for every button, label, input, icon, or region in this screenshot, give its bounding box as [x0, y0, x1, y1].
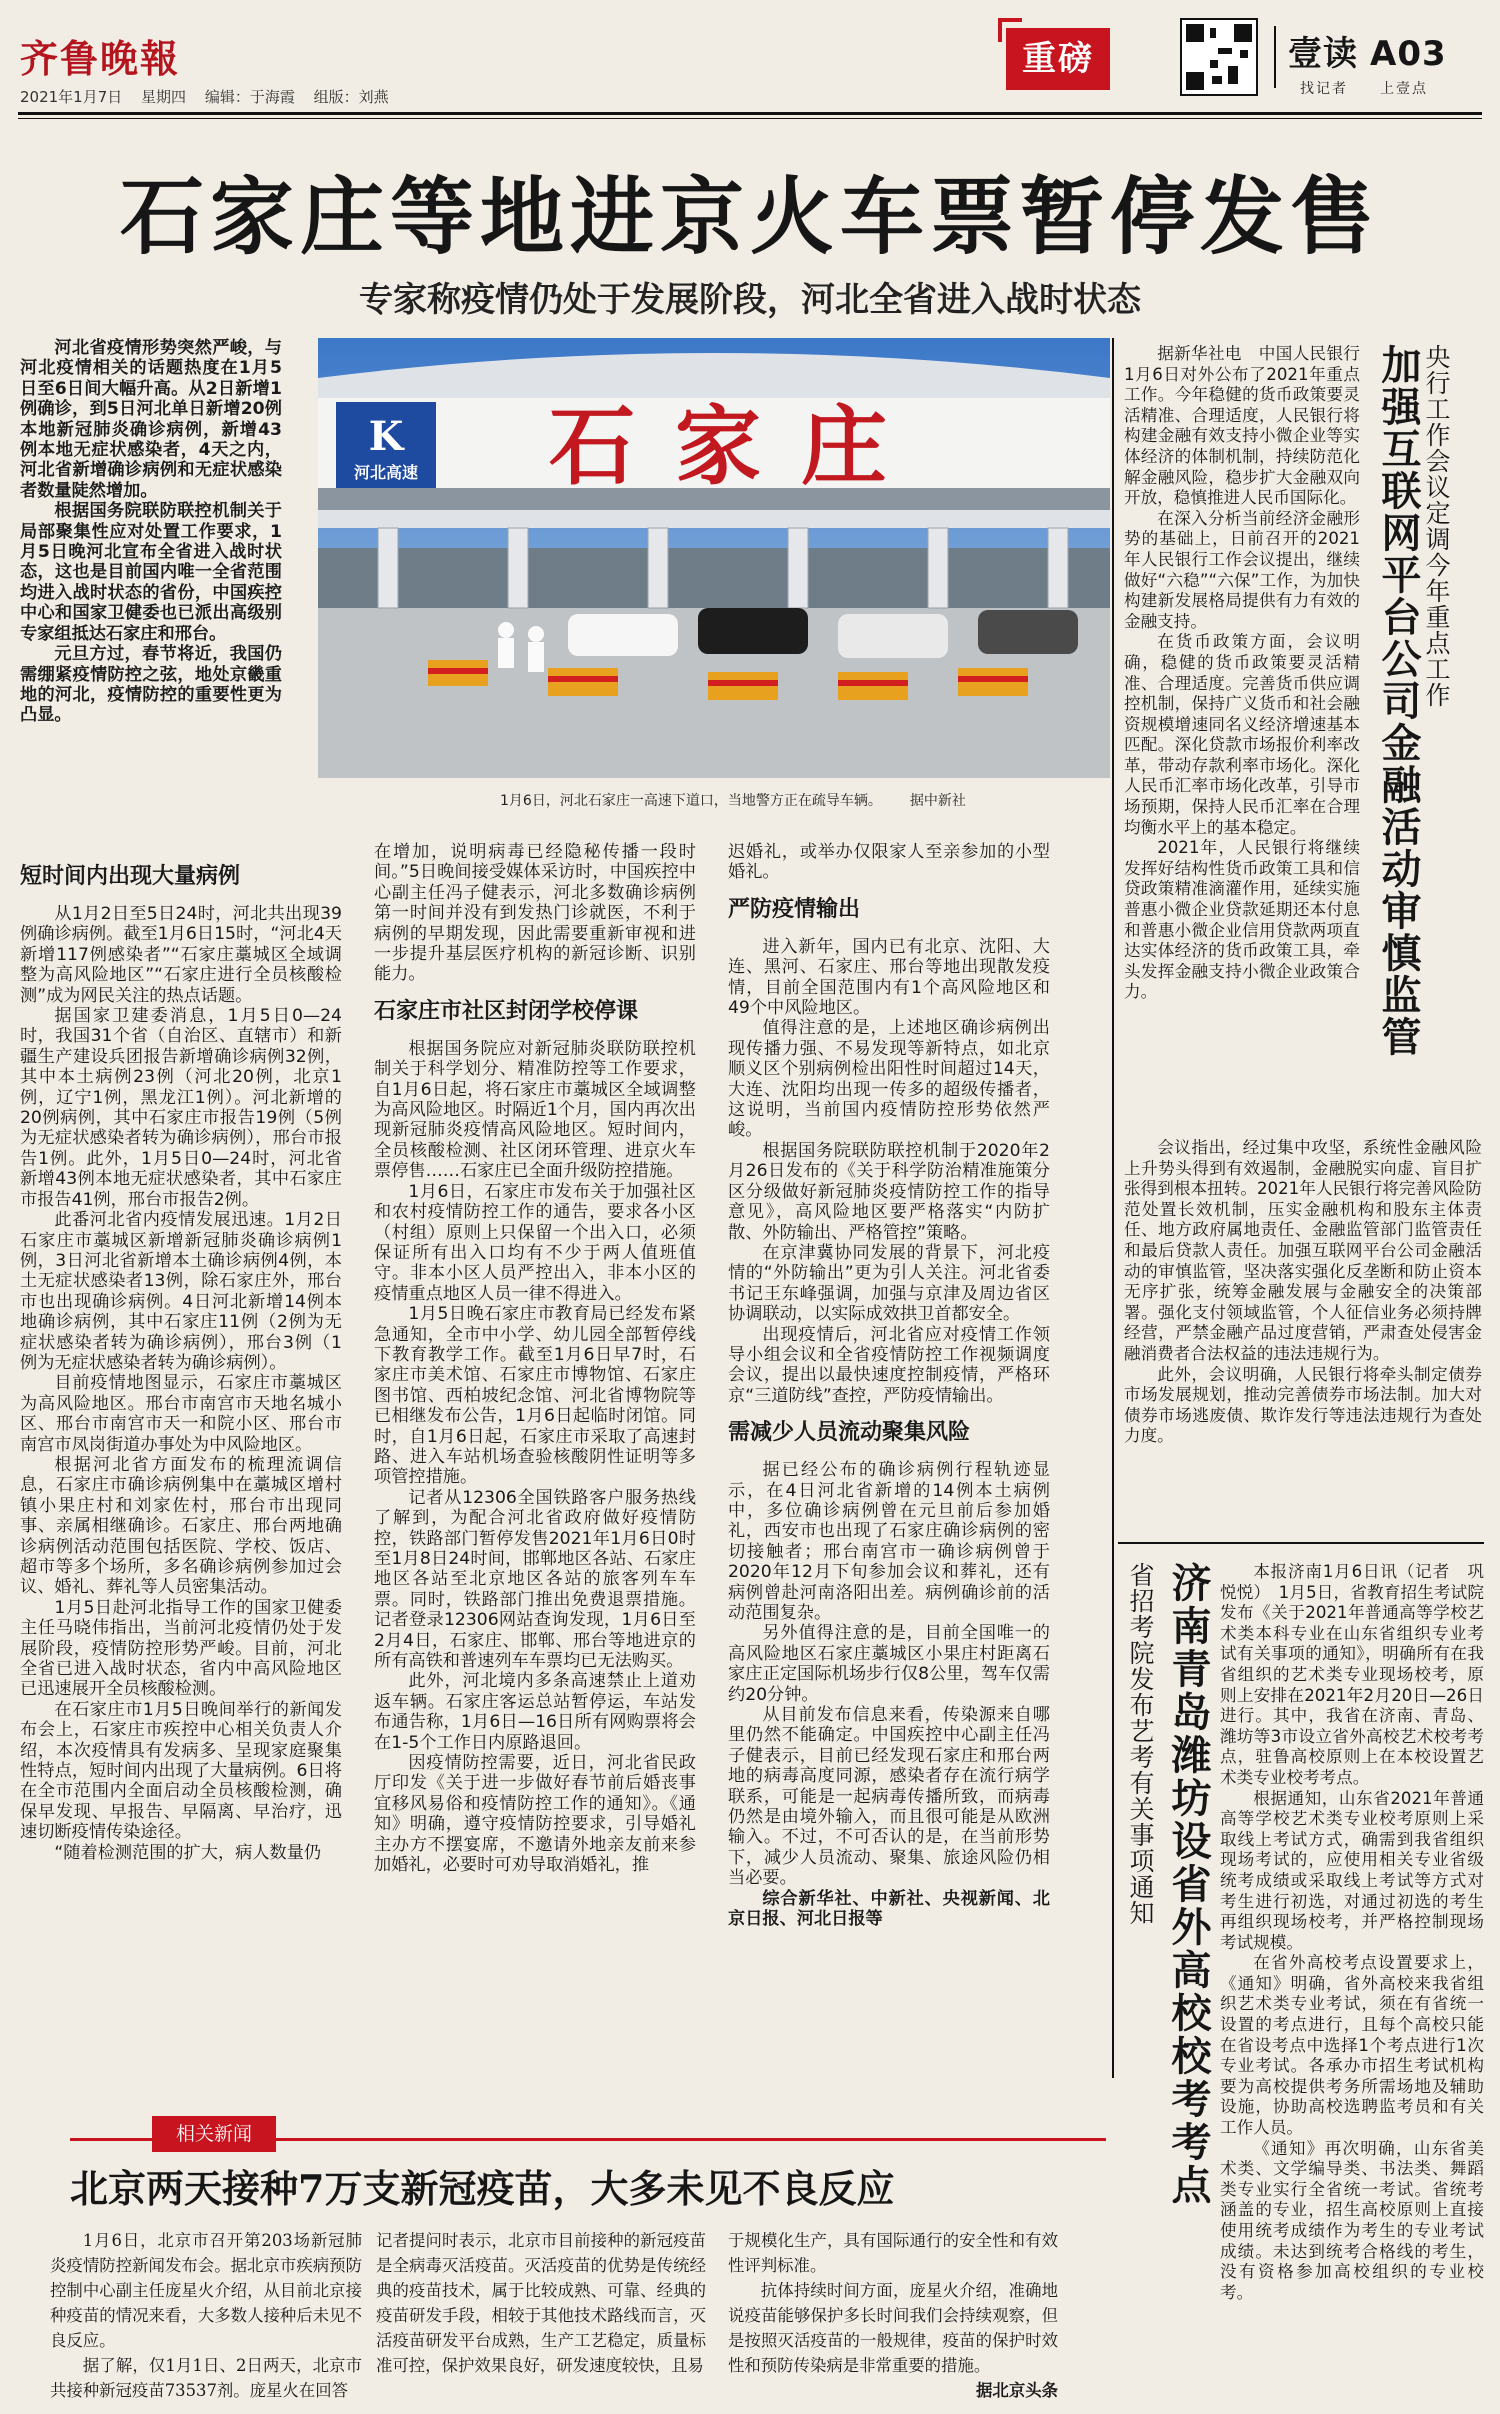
body-paragraph: 出现疫情后，河北省应对疫情工作领导小组会议和全省疫情防控工作视频调度会议，提出以最快速度控制疫情，严格环京“三道防线”查控，严防疫情输出。: [728, 1324, 1050, 1406]
slogan-left: 找记者: [1300, 81, 1348, 97]
side-story-2-column: [1220, 1562, 1484, 2303]
lead-column: [20, 338, 282, 726]
toll-gate-illustration: [318, 338, 1110, 778]
body-paragraph: 会议指出，经过集中攻坚，系统性金融风险上升势头得到有效遏制，金融脱实向虚、盲目扩张得到根本扭转。2021年人民银行将完善风险防范处置长效机制，压实金融机构和股东主体责任、地方政府属地责任、金融监管部门监管责任和最后贷款人责任。加强互联网平台公司金融活动的审慎监管，坚决落实强化反垄断和防止资本无序扩张，统筹金融发展与金融安全的决策部署。强化支付领域监管，个人征信业务必须持牌经营，严禁金融产品过度营销，严肃查处侵害金融消费者合法权益的违法违规行为。: [1124, 1138, 1482, 1363]
body-paragraph: 目前疫情地图显示，石家庄市藁城区为高风险地区。邢台市南宫市天地名城小区、邢台市南宫市天一和院小区、邢台市南宫市凤岗街道办事处为中风险地区。: [20, 1373, 342, 1455]
body-paragraph: 因疫情防控需要，近日，河北省民政厅印发《关于进一步做好春节前后婚丧事宜移风易俗和疫情防控工作的通知》。《通知》明确，遵守疫情防控要求，引导婚礼主办方不摆宴席，不邀请外地亲友前来参加婚礼，必要时可劝导取消婚礼，推: [374, 1753, 696, 1876]
page-number: A03: [1370, 34, 1447, 74]
body-paragraph: 值得注意的是，上述地区确诊病例出现传播力强、不易发现等新特点，如北京顺义区个别病例检出阳性时间超过14天，大连、沈阳均出现一传多的超级传播者，这说明，当前国内疫情防控形势依然严峻。: [728, 1018, 1050, 1141]
news-photo: [318, 338, 1110, 778]
lead-paragraph: 河北省疫情形势突然严峻，与河北疫情相关的话题热度在1月5日至6日间大幅升高。从2日新增1例确诊，到5日河北单日新增20例本地新冠肺炎确诊病例，新增43例本地无症状感染者，4天之内，河北省新增确诊病例和无症状感染者数量陡然增加。: [20, 338, 282, 501]
photo-caption: [500, 790, 1060, 810]
body-paragraph: 1月6日，北京市召开第203场新冠肺炎疫情防控新闻发布会。据北京市疾病预防控制中心副主任庞星火介绍，从目前北京接种疫苗的情况来看，大多数人接种后未见不良反应。: [50, 2231, 362, 2350]
lead-paragraph: 根据国务院联防联控机制关于局部聚集性应对处置工作要求，1月5日晚河北宣布全省进入战时状态，这也是目前国内唯一全省范围均进入战时状态的省份，中国疾控中心和国家卫健委也已派出高级别专家组抵达石家庄和邢台。: [20, 501, 282, 644]
section-heading: 需减少人员流动聚集风险: [728, 1420, 971, 1446]
issue-weekday: 星期四: [141, 88, 187, 106]
side-story-column: [1124, 344, 1360, 1003]
body-paragraph: 此外，会议明确，人民银行将牵头制定债券市场发展规划，推动完善债券市场法制。加大对债券市场逃废债、欺诈发行等违法违规行为查处力度。: [1124, 1364, 1482, 1446]
page-slogan: [1300, 78, 1460, 98]
body-paragraph: 抗体持续时间方面，庞星火介绍，准确地说疫苗能够保护多长时间我们会持续观察，但是按照灭活疫苗的一般规律，疫苗的保护时效性和预防传染病是非常重要的措施。: [728, 2281, 1058, 2375]
related-column-3: [728, 2228, 1058, 2403]
body-paragraph: 此外，河北境内多条高速禁止上道劝返车辆。石家庄客运总站暂停运，车站发布通告称，1月6日—16日所有网购票将会在1-5个工作日内原路退回。: [374, 1671, 696, 1753]
editor-credit: 编辑：于海霞: [204, 88, 295, 106]
header-rule-thin: [18, 118, 1482, 119]
body-paragraph: 在京津冀协同发展的背景下，河北疫情的“外防输出”更为引人关注。河北省委书记王东峰强调，加强与京津及周边省区协调联动，以实际成效拱卫首都安全。: [728, 1242, 1050, 1325]
dateline: [20, 86, 403, 107]
column-divider: [1112, 338, 1114, 2078]
related-headline: 北京两天接种7万支新冠疫苗，大多未见不良反应: [70, 2166, 895, 2211]
body-paragraph: 2021年，人民银行将继续发挥好结构性货币政策工具和信贷政策精准滴灌作用，延续实施普惠小微企业贷款延期还本付息和普惠小微企业信用贷款两项直达实体经济的货币政策工具，牵头发挥金融支持小微企业政策合力。: [1124, 838, 1360, 1002]
body-paragraph: 据国家卫建委消息，1月5日0—24时，我国31个省（自治区、直辖市）和新疆生产建设兵团报告新增确诊病例32例，其中本土病例23例（河北20例，北京1例，辽宁1例，黑龙江1例）。河北新增的20例病例，其中石家庄市报告19例（5例为无症状感染者转为确诊病例），邢台市报告1例。此外，1月5日0—24时，河北省新增43例本地无症状感染者，其中石家庄市报告41例，邢台市报告2例。: [20, 1006, 342, 1210]
caption-credit: 据中新社: [909, 793, 966, 809]
body-paragraph: 根据国务院联防联控机制于2020年2月26日发布的《关于科学防治精准施策分区分级做好新冠肺炎疫情防控工作的指导意见》，高风险地区要严格落实“内防扩散、外防输出、严格管控”策略。: [728, 1140, 1050, 1243]
source-credit: 据北京头条: [976, 2381, 1058, 2400]
body-paragraph: 于规模化生产，具有国际通行的安全性和有效性评判标准。: [728, 2231, 1058, 2275]
body-paragraph: 在省外高校考点设置要求上，《通知》明确，省外高校来我省组织艺术类专业考试，须在有省统一设置的考点进行，且每个高校只能在省设考点中选择1个考点进行1次专业考试。各承办市招生考试机构要为高校提供考务所需场地及辅助设施，协助高校选聘监考员和有关工作人员。: [1220, 1953, 1484, 2138]
article-column-1: [20, 850, 342, 1863]
side-story-title: 加强互联网平台公司金融活动审慎监管: [1375, 344, 1422, 1058]
page-name: 壹读: [1288, 34, 1358, 74]
body-paragraph: 据新华社电 中国人民银行1月6日对外公布了2021年重点工作。今年稳健的货币政策要灵活精准、合理适度，人民银行将构建金融有效支持小微企业等实体经济的体制机制，持续防范化解金融风险，稳步扩大金融双向开放，稳慎推进人民币国际化。: [1124, 344, 1360, 508]
body-paragraph: 在增加，说明病毒已经隐秘传播一段时间。”5日晚间接受媒体采访时，中国疾控中心副主任冯子健表示，河北多数确诊病例第一时间并没有到发热门诊就医，不利于病例的早期发现，因此需要重新审视和进一步提升基层医疗机构的新冠诊断、识别能力。: [374, 842, 696, 985]
body-paragraph: 从1月2日至5日24时，河北共出现39例确诊病例。截至1月6日15时，“河北4天新增117例感染者”“石家庄藁城区全域调整为高风险地区”“石家庄进行全员核酸检测”成为网民关注的热点话题。: [20, 904, 342, 1006]
body-paragraph: 从目前发布信息来看，传染源来自哪里仍然不能确定。中国疾控中心副主任冯子健表示，目前已经发现石家庄和邢台两地的病毒高度同源，感染者存在流行病学联系，可能是一起病毒传播所致，而病毒仍然是由境外输入，而且很可能是从欧洲输入。不过，不可否认的是，在当前形势下，减少人员流动、聚集、旅途风险仍相当必要。: [728, 1705, 1050, 1889]
body-paragraph: 据了解，仅1月1日、2日两天，北京市共接种新冠疫苗73537剂。庞星火在回答: [50, 2356, 362, 2400]
issue-date: 2021年1月7日: [20, 88, 123, 106]
caption-text: 1月6日，河北石家庄一高速下道口，当地警方正在疏导车辆。: [500, 793, 882, 809]
body-paragraph: 根据通知，山东省2021年普通高等学校艺术类专业校考原则上采取线上考试方式，确需到我省组织现场考试的，应使用相关专业省级统考成绩或采取线上考试等方式对考生进行初选，对通过初选的考生再组织现场校考，并严格控制现场考试规模。: [1220, 1788, 1484, 1952]
section-tag: 重磅: [1006, 28, 1110, 90]
header-rule: [18, 112, 1482, 115]
body-paragraph: 此番河北省内疫情发展迅速。1月2日石家庄市藁城区新增新冠肺炎确诊病例1例，3日河北省新增本土确诊病例4例，本土无症状感染者13例，除石家庄外，邢台市也出现确诊病例。4日河北新增14例本地确诊病例，其中石家庄11例（2例为无症状感染者转为确诊病例），邢台3例（1例为无症状感染者转为确诊病例）。: [20, 1210, 342, 1373]
main-headline: 石家庄等地进京火车票暂停发售: [119, 167, 1380, 266]
lead-paragraph: 元旦方过，春节将近，我国仍需绷紧疫情防控之弦，地处京畿重地的河北，疫情防控的重要性更为凸显。: [20, 644, 282, 726]
related-news-tag: 相关新闻: [152, 2116, 276, 2152]
body-paragraph: 1月5日赴河北指导工作的国家卫健委主任马晓伟指出，当前河北疫情仍处于发展阶段，疫情防控形势严峻。目前，河北全省已进入战时状态，省内中高风险地区已迅速展开全员核酸检测。: [20, 1597, 342, 1700]
body-paragraph: 记者从12306全国铁路客户服务热线了解到，为配合河北省政府做好疫情防控，铁路部门暂停发售2021年1月6日0时至1月8日24时间，邯郸地区各站、石家庄地区各站至北京地区各站的旅客列车车票。同时，铁路部门推出免费退票措施。记者登录12306网站查询发现，1月6日至2月4日，石家庄、邯郸、邢台等地进京的所有高铁和普速列车车票均已无法购买。: [374, 1487, 696, 1672]
body-paragraph: 迟婚礼，或举办仅限家人至亲参加的小型婚礼。: [728, 842, 1050, 883]
photo-logo-text: 河北高速: [353, 463, 419, 482]
side-story-2-title: 济南青岛潍坊设省外高校校考考点: [1165, 1562, 1212, 2207]
body-paragraph: 《通知》再次明确，山东省美术类、文学编导类、书法类、舞蹈类专业实行全省统一考试。省统考涵盖的专业，招生高校原则上直接使用统考成绩作为考生的专业考试成绩。未达到统考合格线的考生，没有资格参加高校组织的专业校考。: [1220, 2138, 1484, 2302]
side-story-2-kicker: 省招考院发布艺考有关事项通知: [1126, 1562, 1155, 1926]
slogan-right: 上壹点: [1380, 81, 1428, 97]
photo-sign-text: 石家庄: [549, 396, 927, 497]
main-subhead: 专家称疫情仍处于发展阶段，河北全省进入战时状态: [359, 280, 1141, 320]
side-story-rule: [1118, 1542, 1484, 1544]
body-paragraph: 1月6日，石家庄市发布关于加强社区和农村疫情防控工作的通告，要求各小区（村组）原则上只保留一个出入口，必须保证所有出入口均有不少于两人值班值守。非本小区人员严控出入，非本小区的疫情重点地区人员一律不得进入。: [374, 1181, 696, 1304]
body-paragraph: 据已经公布的确诊病例行程轨迹显示，在4日河北省新增的14例本土病例中，多位确诊病例曾在元旦前后参加婚礼，西安市也出现了石家庄确诊病例的密切接触者；邢台南宫市一确诊病例曾于2020年12月下旬参加会议和葬礼，还有病例曾赴河南洛阳出差。病例确诊前的活动范围复杂。: [728, 1460, 1050, 1623]
body-paragraph: “随着检测范围的扩大，病人数量仍: [54, 1842, 322, 1863]
body-paragraph: 在货币政策方面，会议明确，稳健的货币政策要灵活精准、合理适度。完善货币供应调控机制，保持广义货币和社会融资规模增速同名义经济增速基本匹配。深化贷款市场报价利率改革，带动存款利率市场化。深化人民币汇率市场化改革，引导市场预期，保持人民币汇率在合理均衡水平上的基本稳定。: [1124, 632, 1360, 837]
article-column-3: [728, 842, 1050, 1930]
body-paragraph: 另外值得注意的是，目前全国唯一的高风险地区石家庄藁城区小果庄村距离石家庄正定国际机场步行仅8公里，驾车仅需约20分钟。: [728, 1623, 1050, 1705]
body-paragraph: 记者提问时表示，北京市目前接种的新冠疫苗是全病毒灭活疫苗。灭活疫苗的优势是传统经典的疫苗技术，属于比较成熟、可靠、经典的疫苗研发手段，相较于其他技术路线而言，灭活疫苗研发平台成熟，生产工艺稳定，质量标准可控，保护效果良好，研发速度较快，且易: [376, 2231, 706, 2375]
side-story-kicker: 央行工作会议定调今年重点工作: [1422, 344, 1451, 708]
svg-text:K: K: [368, 413, 404, 460]
related-column-2: [376, 2228, 706, 2378]
body-paragraph: 根据河北省方面发布的梳理流调信息，石家庄市确诊病例集中在藁城区增村镇小果庄村和刘家佐村，邢台市出现同事、亲属相继确诊。石家庄、邢台两地确诊病例活动范围包括医院、学校、饭店、超市等多个场所，多名确诊病例参加过会议、婚礼、葬礼等人员密集活动。: [20, 1454, 342, 1598]
masthead-logo: 齐鲁晚報: [20, 36, 181, 81]
article-column-2: [374, 842, 696, 1876]
related-column-1: [50, 2228, 362, 2403]
body-paragraph: 在石家庄市1月5日晚间举行的新闻发布会上，石家庄市疾控中心相关负责人介绍，本次疫情具有发病多、呈现家庭聚集性特点，短时间内出现了大量病例。6日将在全市范围内全面启动全员核酸检测，确保早发现、早报告、早隔离、早治疗，迅速切断疫情传染途径。: [20, 1699, 342, 1843]
page-label: [1288, 26, 1447, 75]
body-paragraph: 进入新年，国内已有北京、沈阳、大连、黑河、石家庄、邢台等地出现散发疫情，目前全国范围内有1个高风险地区和49个中风险地区。: [728, 936, 1050, 1019]
section-heading: 严防疫情输出: [728, 896, 861, 922]
body-paragraph: 1月5日晚石家庄市教育局已经发布紧急通知，全市中小学、幼儿园全部暂停线下教育教学工作。截至1月6日早7时，石家庄市美术馆、石家庄市博物馆、石家庄图书馆、西柏坡纪念馆、河北省博物院等已相继发布公告，1月6日起临时闭馆。同时，自1月6日起，石家庄市采取了高速封路、进入车站机场查验核酸阴性证明等多项管控措施。: [374, 1304, 696, 1488]
source-credit: 综合新华社、中新社、央视新闻、北京日报、河北日报等: [728, 1888, 1050, 1930]
body-paragraph: 根据国务院应对新冠肺炎联防联控机制关于科学划分、精准防控等工作要求，自1月6日起，将石家庄市藁城区全域调整为高风险地区。时隔近1个月，国内再次出现新冠肺炎疫情高风险地区。短时间内，全员核酸检测、社区闭环管理、进京火车票停售……石家庄已全面升级防控措施。: [374, 1038, 696, 1182]
qr-code-icon[interactable]: [1180, 18, 1258, 96]
side-story-wide-column: [1124, 1138, 1482, 1447]
section-heading: 短时间内出现大量病例: [20, 864, 241, 889]
body-paragraph: 在深入分析当前经济金融形势的基础上，日前召开的2021年人民银行工作会议提出，继续做好“六稳”“六保”工作，为加快构建新发展格局提供有力有效的金融支持。: [1124, 508, 1360, 631]
designer-credit: 组版：刘燕: [313, 88, 389, 106]
section-heading: 石家庄市社区封闭学校停课: [374, 998, 639, 1024]
body-paragraph: 本报济南1月6日讯（记者 巩悦悦） 1月5日，省教育招生考试院发布《关于2021年普通高等学校艺术类本科专业在山东省组织专业考试有关事项的通知》，明确所有在我省组织的艺术类专业现场校考，原则上安排在2021年2月20日—26日进行。其中，我省在济南、青岛、潍坊等3市设立省外高校艺术校考考点，驻鲁高校原则上在本校设置艺术类专业校考考点。: [1220, 1562, 1484, 1787]
header-divider: [1274, 26, 1276, 88]
